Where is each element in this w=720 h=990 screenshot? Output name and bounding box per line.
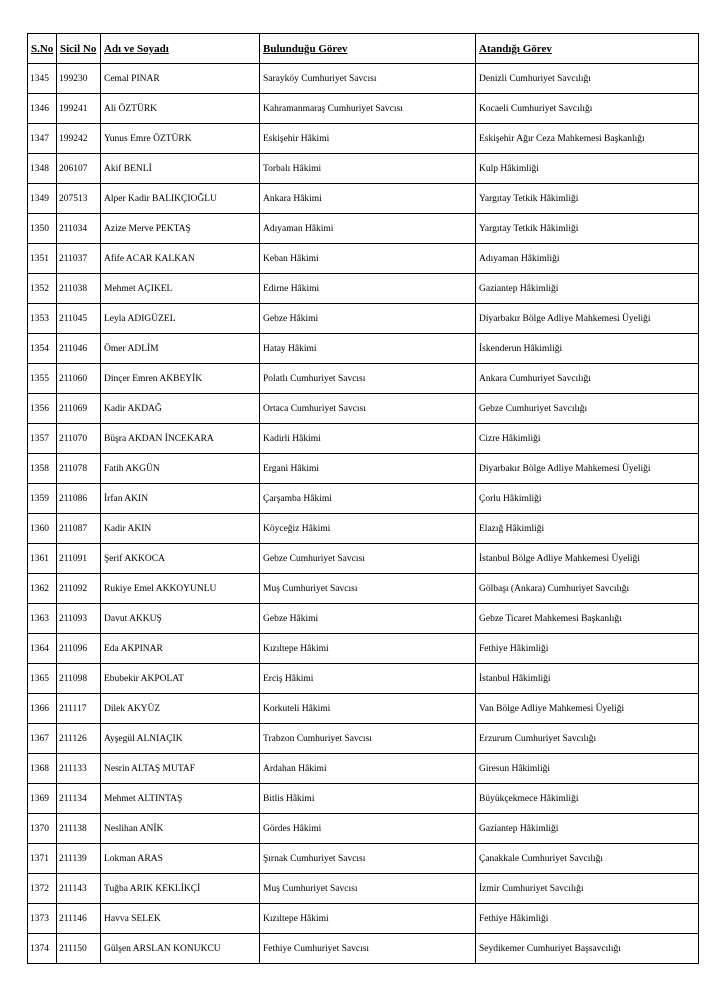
table-row — [28, 184, 699, 214]
table-row — [28, 274, 699, 304]
table-row — [28, 94, 699, 124]
cell-name: Leyla ADIGÜZEL — [101, 304, 260, 334]
cell-assigned-post: Büyükçekmece Hâkimliği — [476, 784, 699, 814]
cell-sno: 1348 — [28, 154, 57, 184]
header-sicil-no: Sicil No — [57, 34, 101, 64]
cell-assigned-post: Cizre Hâkimliği — [476, 424, 699, 454]
cell-name: Kadir AKIN — [101, 514, 260, 544]
cell-sicil-no: 211134 — [57, 784, 101, 814]
cell-current-post: Muş Cumhuriyet Savcısı — [260, 874, 476, 904]
cell-sicil-no: 211093 — [57, 604, 101, 634]
cell-assigned-post: Yargıtay Tetkik Hâkimliği — [476, 214, 699, 244]
cell-sicil-no: 207513 — [57, 184, 101, 214]
cell-name: Nesrin ALTAŞ MUTAF — [101, 754, 260, 784]
document-page — [27, 33, 698, 964]
table-header-row — [28, 34, 699, 64]
cell-current-post: Çarşamba Hâkimi — [260, 484, 476, 514]
table-row — [28, 364, 699, 394]
table-row — [28, 694, 699, 724]
cell-sicil-no: 211146 — [57, 904, 101, 934]
cell-assigned-post: Elazığ Hâkimliği — [476, 514, 699, 544]
cell-assigned-post: Çorlu Hâkimliği — [476, 484, 699, 514]
cell-assigned-post: Gebze Cumhuriyet Savcılığı — [476, 394, 699, 424]
cell-current-post: Trabzon Cumhuriyet Savcısı — [260, 724, 476, 754]
cell-current-post: Fethiye Cumhuriyet Savcısı — [260, 934, 476, 964]
cell-name: Havva SELEK — [101, 904, 260, 934]
cell-current-post: Eskişehir Hâkimi — [260, 124, 476, 154]
table-row — [28, 934, 699, 964]
cell-sno: 1345 — [28, 64, 57, 94]
table-row — [28, 304, 699, 334]
cell-name: Ebubekir AKPOLAT — [101, 664, 260, 694]
appointment-table — [27, 33, 699, 964]
cell-assigned-post: Kocaeli Cumhuriyet Savcılığı — [476, 94, 699, 124]
cell-sno: 1357 — [28, 424, 57, 454]
cell-sno: 1346 — [28, 94, 57, 124]
cell-name: Eda AKPINAR — [101, 634, 260, 664]
table-row — [28, 814, 699, 844]
cell-sno: 1372 — [28, 874, 57, 904]
cell-current-post: Kızıltepe Hâkimi — [260, 904, 476, 934]
cell-assigned-post: İzmir Cumhuriyet Savcılığı — [476, 874, 699, 904]
cell-current-post: Gebze Hâkimi — [260, 604, 476, 634]
cell-current-post: Adıyaman Hâkimi — [260, 214, 476, 244]
cell-sicil-no: 211037 — [57, 244, 101, 274]
table-row — [28, 394, 699, 424]
cell-current-post: Torbalı Hâkimi — [260, 154, 476, 184]
cell-current-post: Erciş Hâkimi — [260, 664, 476, 694]
cell-sicil-no: 211046 — [57, 334, 101, 364]
table-row — [28, 124, 699, 154]
cell-current-post: Edirne Hâkimi — [260, 274, 476, 304]
cell-name: Mehmet ALTINTAŞ — [101, 784, 260, 814]
cell-sicil-no: 211045 — [57, 304, 101, 334]
cell-sicil-no: 211034 — [57, 214, 101, 244]
cell-assigned-post: Erzurum Cumhuriyet Savcılığı — [476, 724, 699, 754]
cell-sicil-no: 199230 — [57, 64, 101, 94]
cell-sno: 1347 — [28, 124, 57, 154]
cell-current-post: Bitlis Hâkimi — [260, 784, 476, 814]
cell-current-post: Sarayköy Cumhuriyet Savcısı — [260, 64, 476, 94]
cell-sicil-no: 199242 — [57, 124, 101, 154]
table-row — [28, 724, 699, 754]
cell-assigned-post: Gölbaşı (Ankara) Cumhuriyet Savcılığı — [476, 574, 699, 604]
cell-assigned-post: Kulp Hâkimliği — [476, 154, 699, 184]
cell-assigned-post: İstanbul Bölge Adliye Mahkemesi Üyeliği — [476, 544, 699, 574]
cell-assigned-post: Gaziantep Hâkimliği — [476, 814, 699, 844]
cell-assigned-post: Eskişehir Ağır Ceza Mahkemesi Başkanlığı — [476, 124, 699, 154]
cell-sno: 1354 — [28, 334, 57, 364]
cell-sno: 1349 — [28, 184, 57, 214]
cell-name: Kadir AKDAĞ — [101, 394, 260, 424]
cell-sno: 1351 — [28, 244, 57, 274]
cell-sicil-no: 211143 — [57, 874, 101, 904]
table-row — [28, 484, 699, 514]
cell-current-post: Kadirli Hâkimi — [260, 424, 476, 454]
cell-sno: 1350 — [28, 214, 57, 244]
cell-sicil-no: 211096 — [57, 634, 101, 664]
cell-current-post: Ankara Hâkimi — [260, 184, 476, 214]
cell-name: İrfan AKIN — [101, 484, 260, 514]
cell-name: Büşra AKDAN İNCEKARA — [101, 424, 260, 454]
header-sno: S.No — [28, 34, 57, 64]
table-row — [28, 514, 699, 544]
cell-sicil-no: 211038 — [57, 274, 101, 304]
cell-name: Neslihan ANİK — [101, 814, 260, 844]
cell-name: Cemal PINAR — [101, 64, 260, 94]
table-body — [28, 64, 699, 964]
cell-current-post: Kızıltepe Hâkimi — [260, 634, 476, 664]
cell-sicil-no: 211133 — [57, 754, 101, 784]
table-row — [28, 454, 699, 484]
cell-assigned-post: Diyarbakır Bölge Adliye Mahkemesi Üyeliği — [476, 454, 699, 484]
cell-sicil-no: 211070 — [57, 424, 101, 454]
cell-sno: 1360 — [28, 514, 57, 544]
cell-name: Şerif AKKOCA — [101, 544, 260, 574]
cell-assigned-post: Yargıtay Tetkik Hâkimliği — [476, 184, 699, 214]
cell-sno: 1359 — [28, 484, 57, 514]
header-assigned-post: Atandığı Görev — [476, 34, 699, 64]
cell-name: Ömer ADLİM — [101, 334, 260, 364]
table-row — [28, 874, 699, 904]
cell-name: Lokman ARAS — [101, 844, 260, 874]
cell-current-post: Gebze Cumhuriyet Savcısı — [260, 544, 476, 574]
table-row — [28, 244, 699, 274]
table-row — [28, 604, 699, 634]
table-row — [28, 544, 699, 574]
cell-name: Ali ÖZTÜRK — [101, 94, 260, 124]
cell-name: Mehmet AÇIKEL — [101, 274, 260, 304]
cell-name: Akif BENLİ — [101, 154, 260, 184]
cell-sno: 1369 — [28, 784, 57, 814]
table-row — [28, 424, 699, 454]
cell-current-post: Gördes Hâkimi — [260, 814, 476, 844]
cell-sno: 1353 — [28, 304, 57, 334]
cell-sno: 1364 — [28, 634, 57, 664]
cell-name: Fatih AKGÜN — [101, 454, 260, 484]
cell-assigned-post: Çanakkale Cumhuriyet Savcılığı — [476, 844, 699, 874]
cell-sicil-no: 211078 — [57, 454, 101, 484]
cell-sno: 1368 — [28, 754, 57, 784]
cell-name: Davut AKKUŞ — [101, 604, 260, 634]
cell-assigned-post: İstanbul Hâkimliği — [476, 664, 699, 694]
cell-assigned-post: Seydikemer Cumhuriyet Başsavcılığı — [476, 934, 699, 964]
cell-sicil-no: 211069 — [57, 394, 101, 424]
cell-sicil-no: 206107 — [57, 154, 101, 184]
cell-assigned-post: Ankara Cumhuriyet Savcılığı — [476, 364, 699, 394]
cell-current-post: Hatay Hâkimi — [260, 334, 476, 364]
cell-sno: 1363 — [28, 604, 57, 634]
cell-sno: 1367 — [28, 724, 57, 754]
cell-current-post: Gebze Hâkimi — [260, 304, 476, 334]
table-row — [28, 754, 699, 784]
cell-sicil-no: 211139 — [57, 844, 101, 874]
cell-name: Dinçer Emren AKBEYİK — [101, 364, 260, 394]
table-row — [28, 904, 699, 934]
cell-current-post: Şırnak Cumhuriyet Savcısı — [260, 844, 476, 874]
cell-sicil-no: 211091 — [57, 544, 101, 574]
cell-sicil-no: 211092 — [57, 574, 101, 604]
cell-sno: 1356 — [28, 394, 57, 424]
cell-sicil-no: 211138 — [57, 814, 101, 844]
cell-name: Ayşegül ALNIAÇIK — [101, 724, 260, 754]
cell-assigned-post: Van Bölge Adliye Mahkemesi Üyeliği — [476, 694, 699, 724]
table-row — [28, 214, 699, 244]
cell-sno: 1371 — [28, 844, 57, 874]
cell-current-post: Ergani Hâkimi — [260, 454, 476, 484]
cell-sno: 1361 — [28, 544, 57, 574]
cell-current-post: Keban Hâkimi — [260, 244, 476, 274]
cell-name: Rukiye Emel AKKOYUNLU — [101, 574, 260, 604]
cell-name: Alper Kadir BALIKÇIOĞLU — [101, 184, 260, 214]
cell-sicil-no: 211098 — [57, 664, 101, 694]
table-row — [28, 64, 699, 94]
cell-sno: 1373 — [28, 904, 57, 934]
cell-assigned-post: İskenderun Hâkimliği — [476, 334, 699, 364]
cell-assigned-post: Denizli Cumhuriyet Savcılığı — [476, 64, 699, 94]
cell-current-post: Korkuteli Hâkimi — [260, 694, 476, 724]
cell-sno: 1366 — [28, 694, 57, 724]
cell-name: Yunus Emre ÖZTÜRK — [101, 124, 260, 154]
cell-assigned-post: Giresun Hâkimliği — [476, 754, 699, 784]
cell-sno: 1355 — [28, 364, 57, 394]
cell-name: Afife ACAR KALKAN — [101, 244, 260, 274]
cell-name: Tuğba ARIK KEKLİKÇİ — [101, 874, 260, 904]
table-row — [28, 154, 699, 184]
cell-current-post: Kahramanmaraş Cumhuriyet Savcısı — [260, 94, 476, 124]
table-row — [28, 634, 699, 664]
cell-sicil-no: 211117 — [57, 694, 101, 724]
cell-sicil-no: 211126 — [57, 724, 101, 754]
header-name: Adı ve Soyadı — [101, 34, 260, 64]
cell-assigned-post: Gaziantep Hâkimliği — [476, 274, 699, 304]
cell-assigned-post: Fethiye Hâkimliği — [476, 904, 699, 934]
cell-sno: 1362 — [28, 574, 57, 604]
cell-current-post: Muş Cumhuriyet Savcısı — [260, 574, 476, 604]
cell-name: Dilek AKYÜZ — [101, 694, 260, 724]
cell-sicil-no: 211150 — [57, 934, 101, 964]
cell-sicil-no: 211086 — [57, 484, 101, 514]
cell-current-post: Ortaca Cumhuriyet Savcısı — [260, 394, 476, 424]
cell-name: Azize Merve PEKTAŞ — [101, 214, 260, 244]
cell-sno: 1358 — [28, 454, 57, 484]
cell-sno: 1352 — [28, 274, 57, 304]
table-row — [28, 784, 699, 814]
table-row — [28, 844, 699, 874]
cell-sicil-no: 199241 — [57, 94, 101, 124]
cell-assigned-post: Adıyaman Hâkimliği — [476, 244, 699, 274]
table-row — [28, 664, 699, 694]
cell-sno: 1374 — [28, 934, 57, 964]
table-row — [28, 334, 699, 364]
cell-name: Gülşen ARSLAN KONUKCU — [101, 934, 260, 964]
table-row — [28, 574, 699, 604]
cell-assigned-post: Gebze Ticaret Mahkemesi Başkanlığı — [476, 604, 699, 634]
cell-assigned-post: Fethiye Hâkimliği — [476, 634, 699, 664]
header-current-post: Bulunduğu Görev — [260, 34, 476, 64]
cell-sicil-no: 211060 — [57, 364, 101, 394]
cell-current-post: Polatlı Cumhuriyet Savcısı — [260, 364, 476, 394]
cell-current-post: Ardahan Hâkimi — [260, 754, 476, 784]
cell-sicil-no: 211087 — [57, 514, 101, 544]
cell-sno: 1370 — [28, 814, 57, 844]
cell-current-post: Köyceğiz Hâkimi — [260, 514, 476, 544]
cell-sno: 1365 — [28, 664, 57, 694]
cell-assigned-post: Diyarbakır Bölge Adliye Mahkemesi Üyeliği — [476, 304, 699, 334]
